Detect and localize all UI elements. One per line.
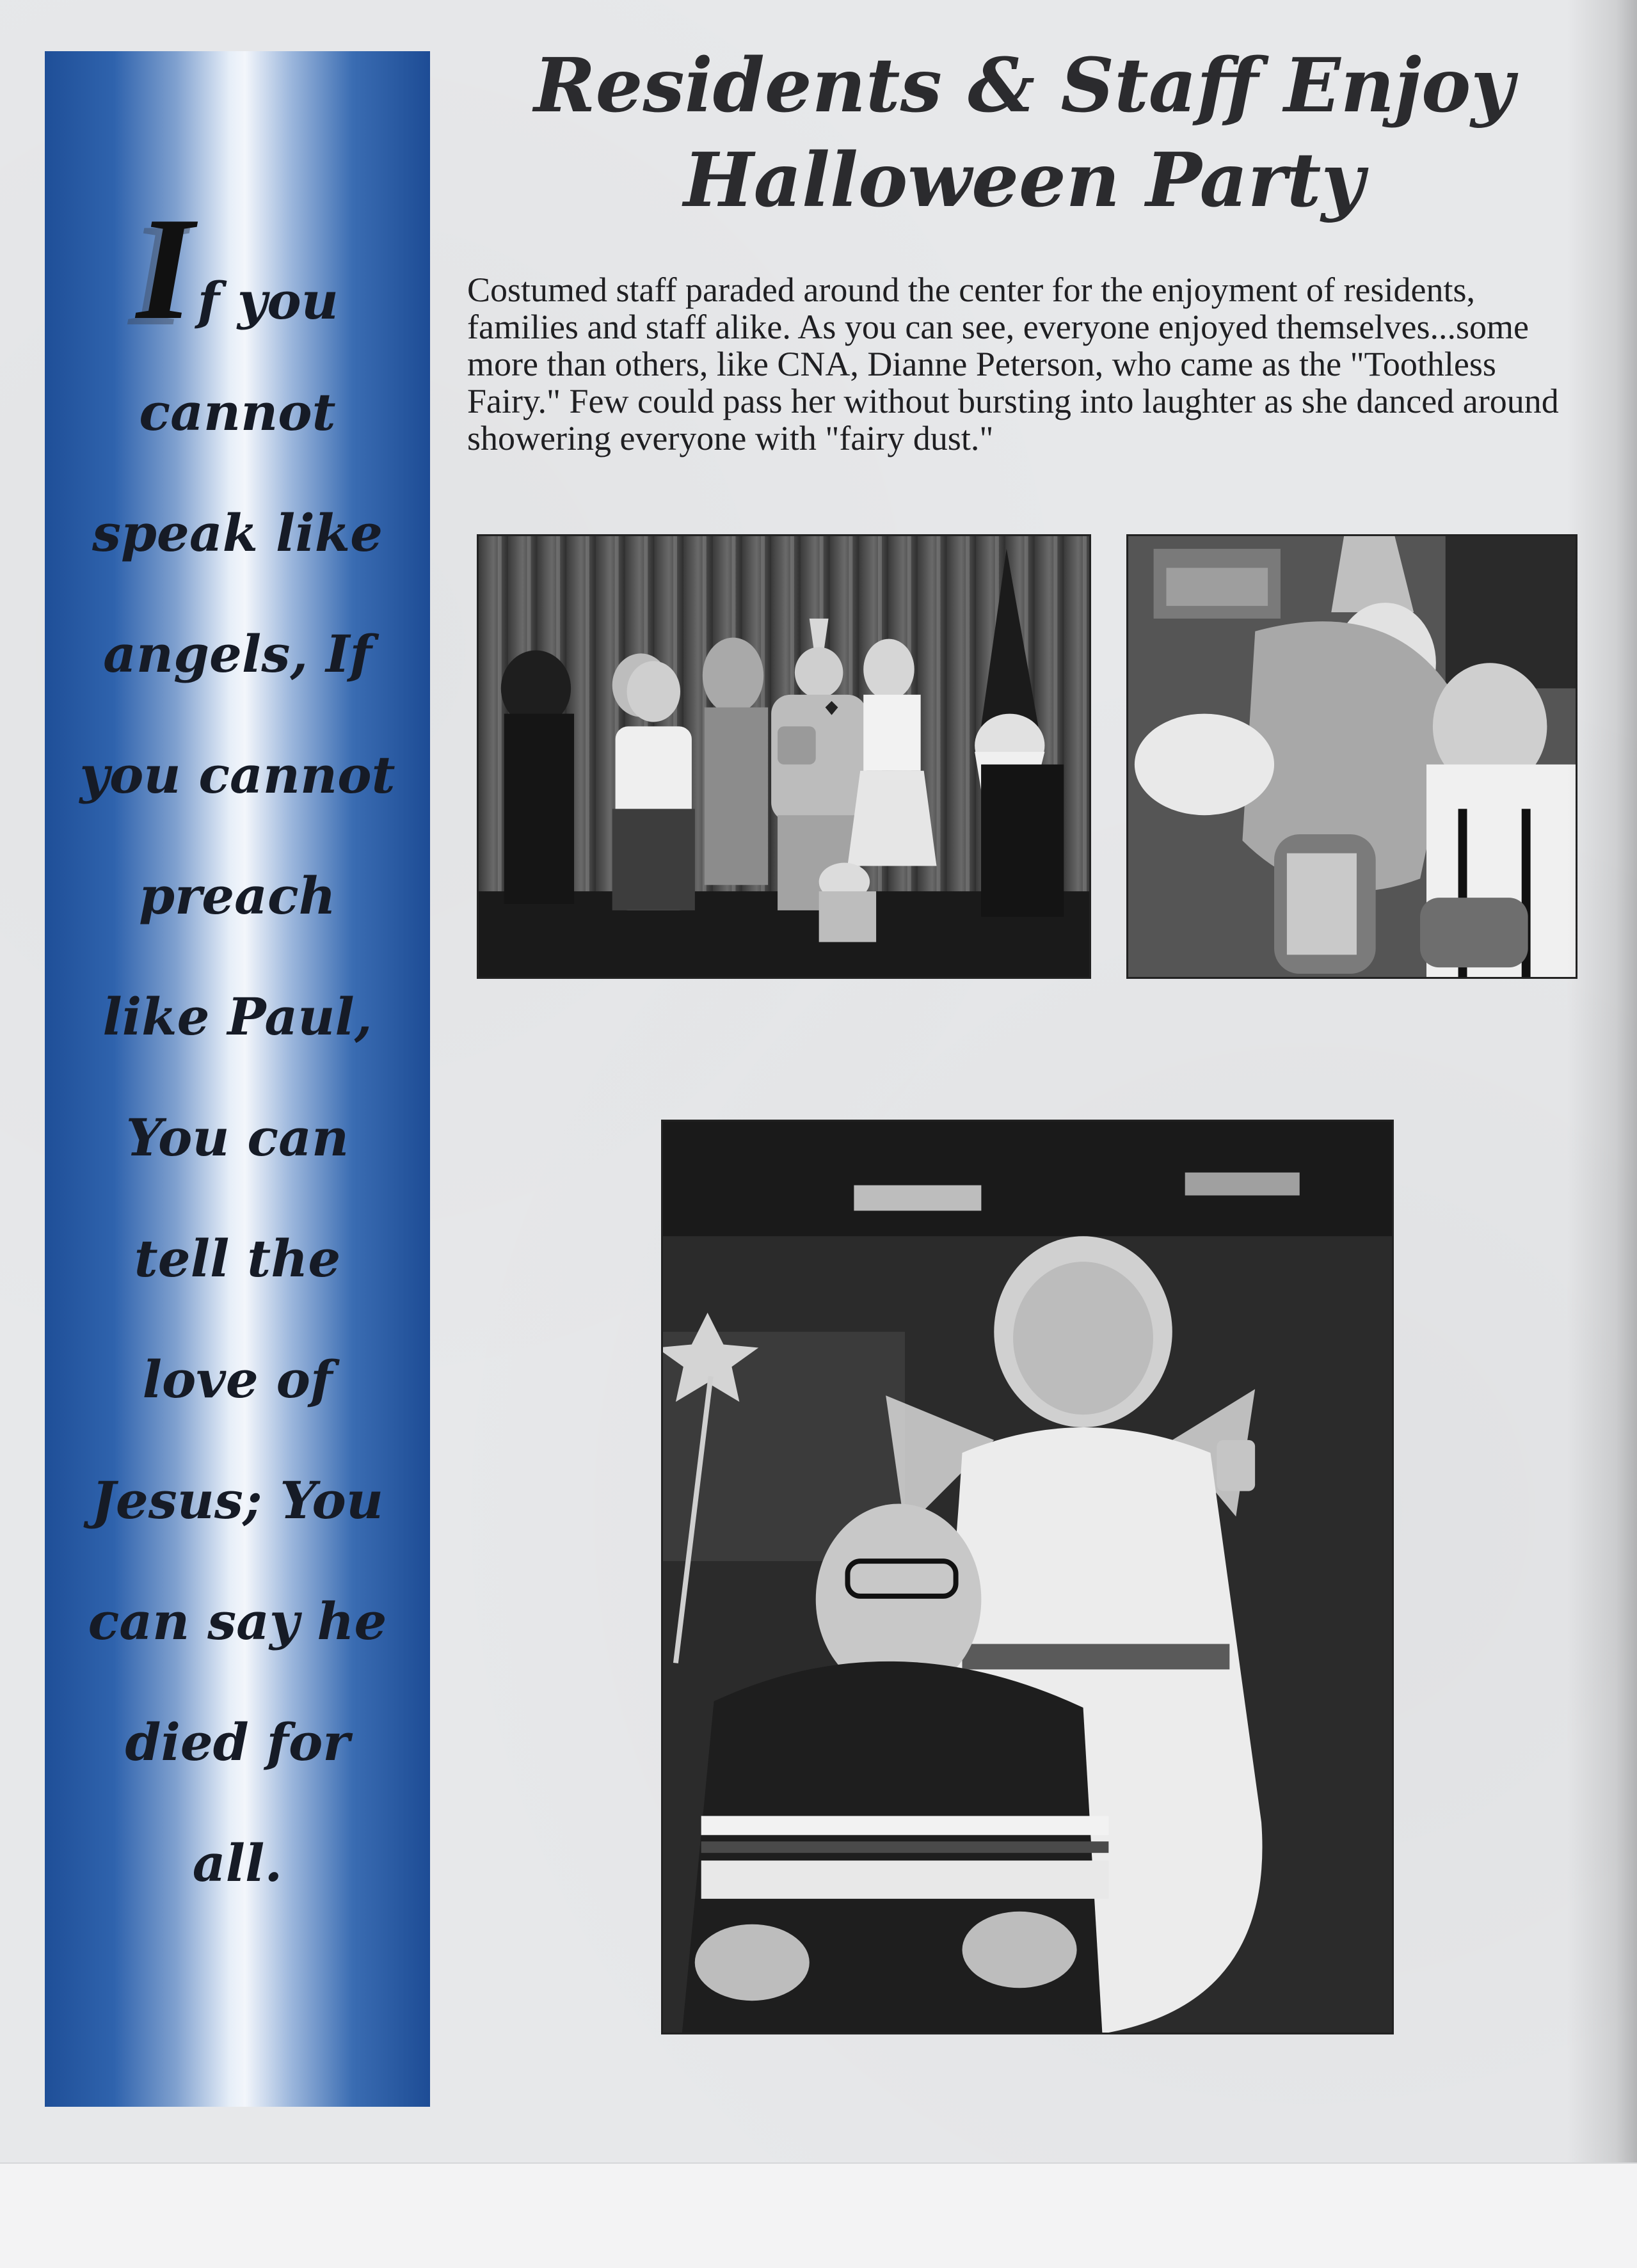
article-body: Costumed staff paraded around the center for the enjoyment of residents, families and staff alike. As you can see, everyone enjoyed themselves...some more than others, like CNA, Dianne Peterson, who came as the "Toothless Fairy." Few could pass her without bursting into laughter as she danced around showering everyone with "fairy dust." xyxy=(467,271,1559,457)
quote-line: can say he xyxy=(88,1591,387,1651)
quote-line: like Paul, xyxy=(102,987,372,1047)
group-costume-photo xyxy=(477,534,1091,979)
quote-line: tell the xyxy=(134,1228,341,1289)
quote-line: Jesus; You xyxy=(91,1470,384,1530)
quote-line: angels, If xyxy=(103,624,372,684)
quote-line: cannot xyxy=(139,382,336,442)
scan-bottom-margin xyxy=(0,2162,1637,2268)
quote-line: you cannot xyxy=(79,745,395,805)
quote-first-line-text: f you xyxy=(197,271,339,331)
page-edge-shadow xyxy=(1567,0,1637,2162)
quote-line: preach xyxy=(139,866,336,926)
article-headline xyxy=(474,38,1574,228)
headline-line-1: Residents & Staff Enjoy xyxy=(534,42,1514,129)
quote-sidebar xyxy=(45,51,430,2107)
tin-man-hug-photo xyxy=(1126,534,1577,979)
quote-line: all. xyxy=(192,1833,283,1893)
headline-line-2: Halloween Party xyxy=(683,137,1364,224)
toothless-fairy-photo xyxy=(661,1120,1394,2034)
quote-line: died for xyxy=(125,1712,350,1772)
quote-first-line xyxy=(45,187,430,352)
quote-line: love of xyxy=(142,1349,333,1409)
quote-line: speak like xyxy=(92,503,383,563)
quote-drop-cap: I xyxy=(136,187,194,350)
quote-line: You can xyxy=(125,1107,349,1168)
